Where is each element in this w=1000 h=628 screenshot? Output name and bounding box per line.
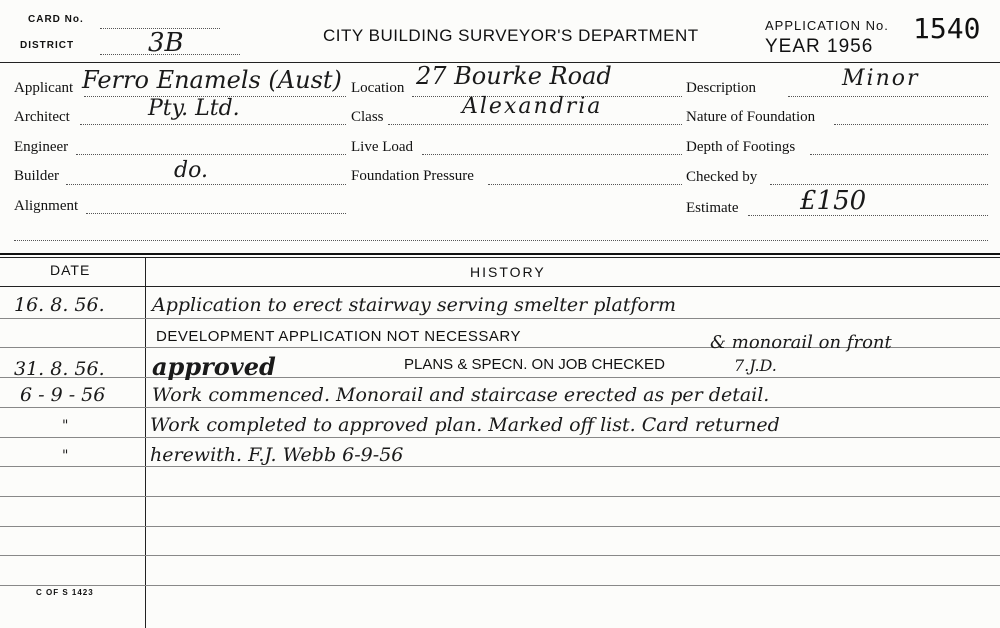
checked-by-label: Checked by <box>686 169 758 185</box>
date-column-divider <box>145 258 146 628</box>
department-title: CITY BUILDING SURVEYOR'S DEPARTMENT <box>323 26 699 45</box>
description-value: Minor <box>842 66 920 91</box>
foundation-pressure-label: Foundation Pressure <box>351 168 474 184</box>
alignment-label: Alignment <box>14 198 79 214</box>
row-date: " <box>62 448 69 464</box>
row-history: approved <box>152 352 276 381</box>
location-label: Location <box>351 80 405 96</box>
row-history: Work commenced. Monorail and staircase erected as per detail. <box>152 384 770 406</box>
class-value: Alexandria <box>462 94 603 119</box>
architect-label: Architect <box>14 109 70 125</box>
row-date: 6 - 9 - 56 <box>20 384 106 406</box>
row-history-continuation: & monorail on front <box>710 332 892 353</box>
class-label: Class <box>351 109 384 125</box>
table-top-border <box>0 253 1000 255</box>
row-initials: 7.J.D. <box>734 356 777 375</box>
builder-value: do. <box>174 158 208 183</box>
applicant-value: Ferro Enamels (Aust) <box>82 66 342 94</box>
development-stamp: DEVELOPMENT APPLICATION NOT NECESSARY <box>156 328 521 345</box>
location-value: 27 Bourke Road <box>416 62 612 90</box>
row-history: Application to erect stairway serving smelter platform <box>152 294 677 316</box>
description-label: Description <box>686 80 756 96</box>
estimate-label: Estimate <box>686 200 739 216</box>
row-history: herewith. F.J. Webb 6-9-56 <box>150 444 404 466</box>
date-header: DATE <box>50 262 91 278</box>
year-label: YEAR 1956 <box>765 36 874 57</box>
history-header: HISTORY <box>470 264 546 280</box>
engineer-label: Engineer <box>14 139 69 155</box>
live-load-label: Live Load <box>351 139 414 155</box>
table-top-border-2 <box>0 257 1000 258</box>
district-value: 3B <box>148 28 184 58</box>
form-code: C OF S 1423 <box>36 588 94 597</box>
architect-value: Pty. Ltd. <box>148 96 240 121</box>
application-no-label: APPLICATION No. <box>765 18 889 33</box>
row-date: 16. 8. 56. <box>14 294 105 316</box>
depth-of-footings-label: Depth of Footings <box>686 139 796 155</box>
district-label: DISTRICT <box>20 40 75 51</box>
row-date: " <box>62 418 69 434</box>
row-history: Work completed to approved plan. Marked off list. Card returned <box>150 414 780 436</box>
header-row-divider <box>0 286 1000 287</box>
builder-label: Builder <box>14 168 59 184</box>
estimate-value: £150 <box>800 186 867 216</box>
row-date: 31. 8. 56. <box>14 358 105 380</box>
applicant-label: Applicant <box>14 80 74 96</box>
application-no-value: 1540 <box>913 12 981 45</box>
nature-of-foundation-label: Nature of Foundation <box>686 109 816 125</box>
card-no-label: CARD No. <box>28 14 84 25</box>
plans-checked-stamp: PLANS & SPECN. ON JOB CHECKED <box>404 356 665 373</box>
